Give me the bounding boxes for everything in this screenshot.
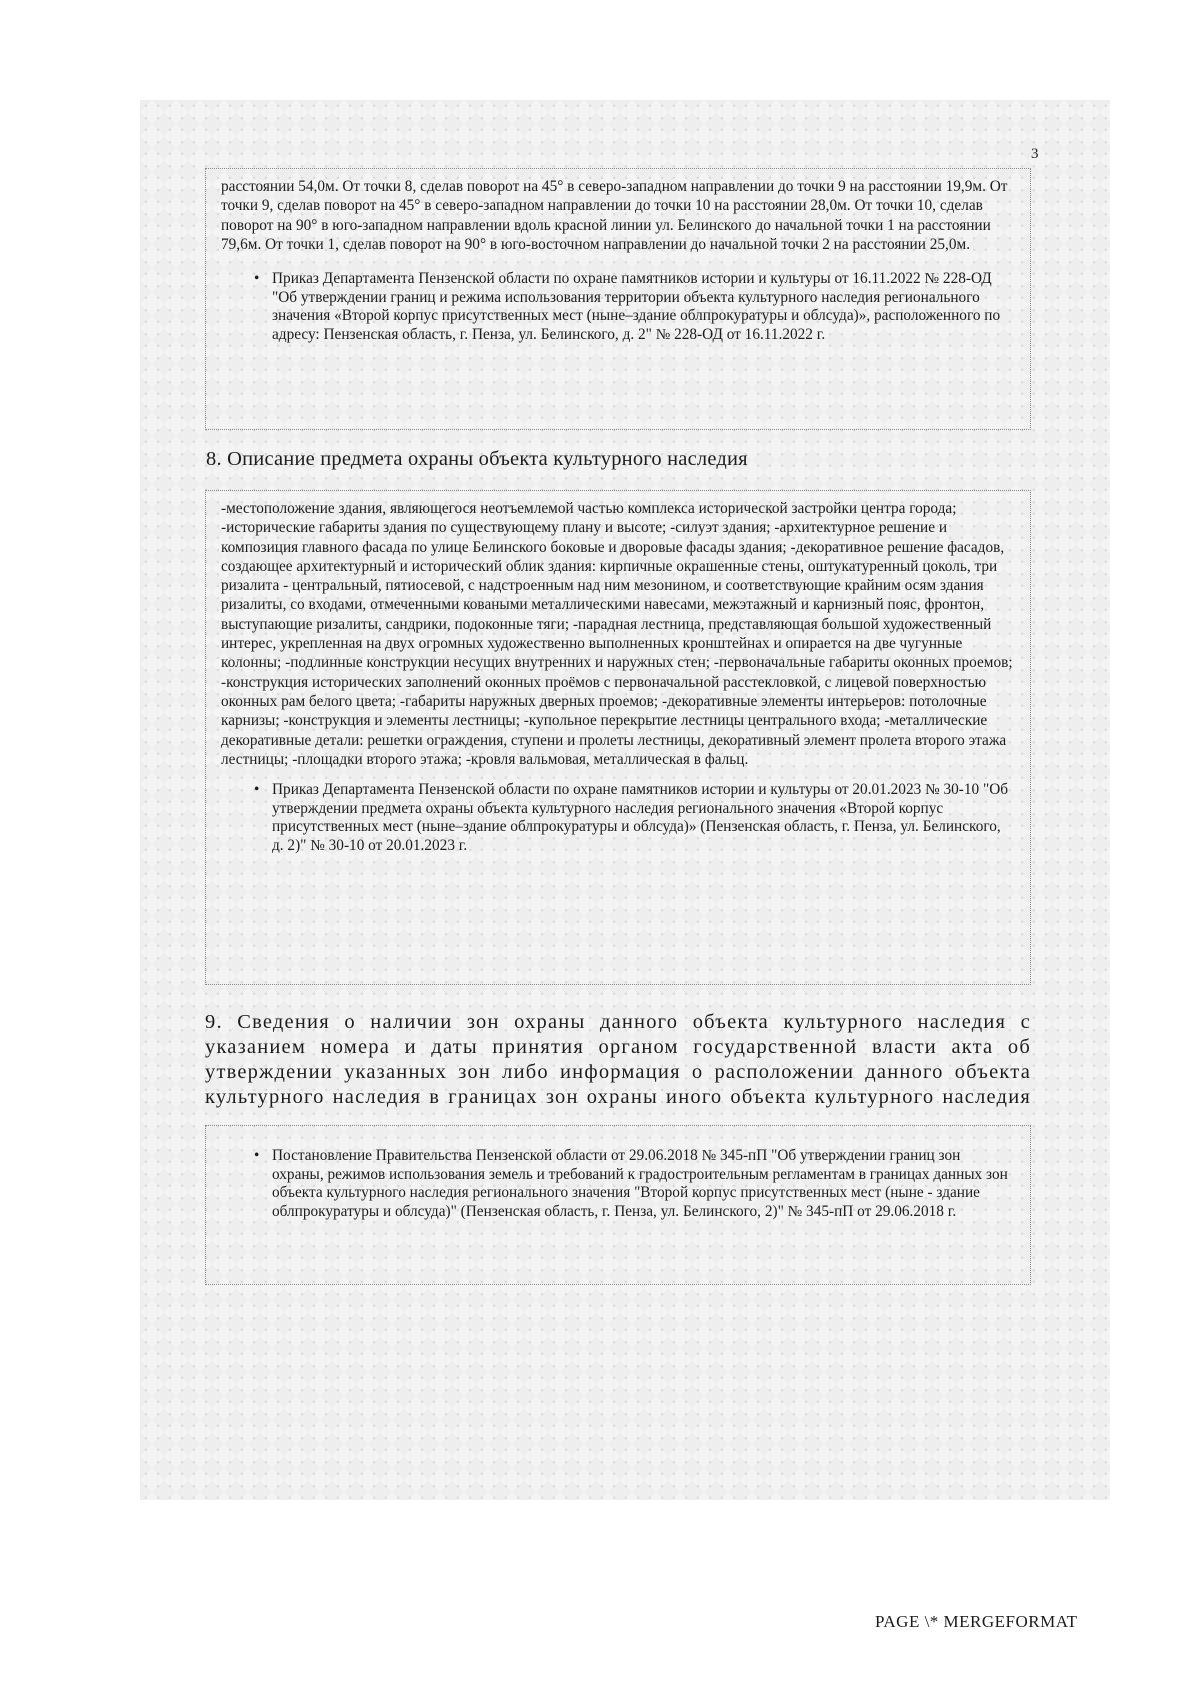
section8-text: -местоположение здания, являющегося неотъемлемой частью комплекса исторической застройки центра города; -исторические габариты здания по существующему плану и высоте; -силуэт здания; -архитектурное решение и композиция главного фасада по улице Белинского боковые и дворовые фасады здания; -декоративное решение фасадов, создающее архитектурный и исторический облик здания: кирпичные окрашенные стены, оштукатуренный цоколь, три ризалита - центральный, пятиосевой, с надстроенным над ним мезонином, и соответствующие крайним осям здания ризалиты, со входами, отмеченными коваными металлическими навесами, межэтажный и карнизный пояс, фронтон, выступающие ризалиты, сандрики, подоконные тяги; -парадная лестница, представляющая большой художественный интерес, укрепленная на двух огромных художественно выполненных кронштейнах и опирается на две чугунные колонны; -подлинные конструкции несущих внутренних и наружных стен; -первоначальные габариты оконных проемов; -конструкция исторических заполнений оконных проёмов с первоначальной расстекловкой, с лицевой поверхностью оконных рам белого цвета; -габариты наружных дверных проемов; -декоративные элементы интерьеров: потолочные карнизы; -конструкция и элементы лестницы; -купольное перекрытие лестницы центрального входа; -металлические декоративные детали: решетки ограждения, ступени и пролеты лестницы, декоративный элемент пролета второго этажа лестницы; -площадки второго этажа; -кровля вальмовая, металлическая в фальц.: [221, 500, 1013, 768]
section8-ref-text: Приказ Департамента Пензенской области по охране памятников истории и культуры от 20.01.2023 № 30-10 "Об утверждении предмета охраны объекта культурного наследия регионального значения «Второй корпус присутственных мест (ныне–здание облпрокуратуры и облсуда)» (Пензенская область, г. Пенза, ул. Белинского, д. 2)" № 30-10 от 20.01.2023 г.: [272, 781, 1009, 854]
section9-ref-list: [206, 1147, 1030, 1221]
section7-ref-item: [246, 270, 1012, 344]
section9-box: [205, 1125, 1031, 1285]
footer-field-code: PAGE \* MERGEFORMAT: [875, 1612, 1078, 1631]
bullet-icon: •: [254, 270, 260, 288]
section9-ref-text: Постановление Правительства Пензенской области от 29.06.2018 № 345-пП "Об утверждении границ зон охраны, режимов использования земель и требований к градостроительным регламентам в границах данных зон объекта культурного наследия регионального значения "Второй корпус присутственных мест (ныне - здание облпрокуратуры и облсуда)" (Пензенская область, г. Пенза, ул. Белинского, 2)" № 345-пП от 29.06.2018 г.: [272, 1147, 1008, 1220]
bullet-icon: •: [254, 1147, 260, 1164]
section8-ref-list: [206, 781, 1030, 855]
section8-heading: 8. Описание предмета охраны объекта культурного наследия: [206, 448, 748, 470]
page-number: 3: [1031, 146, 1039, 162]
bullet-icon: •: [254, 781, 260, 799]
section9-ref-item: [246, 1147, 1012, 1221]
section7-continuation-box: [205, 168, 1031, 430]
section7-ref-text: Приказ Департамента Пензенской области по охране памятников истории и культуры от 16.11.2022 № 228-ОД "Об утверждении границ и режима использования территории объекта культурного наследия регионального значения «Второй корпус присутственных мест (ныне–здание облпрокуратуры и облсуда)», расположенного по адресу: Пензенская область, г. Пенза, ул. Белинского, д. 2" № 228-ОД от 16.11.2022 г.: [272, 270, 1001, 343]
section8-box: [205, 490, 1031, 985]
section7-text: расстоянии 54,0м. От точки 8, сделав поворот на 45° в северо-западном направлении до точки 9 на расстоянии 19,9м. От точки 9, сделав поворот на 45° в северо-западном направлении до точки 10 на расстоянии 28,0м. От точки 10, сделав поворот на 90° в юго-западном направлении вдоль красной линии ул. Белинского до начальной точки 1 на расстоянии 79,6м. От точки 1, сделав поворот на 90° в юго-восточном направлении до начальной точки 2 на расстоянии 25,0м.: [221, 178, 1008, 253]
section9-heading: 9. Сведения о наличии зон охраны данного объекта культурного наследия с указанием номера и даты принятия органом государственной власти акта об утверждении указанных зон либо информация о расположении данного объекта культурного наследия в границах зон охраны иного объекта культурного наследия: [205, 1011, 1031, 1108]
section7-ref-list: [206, 270, 1030, 344]
section8-ref-item: [246, 781, 1012, 855]
